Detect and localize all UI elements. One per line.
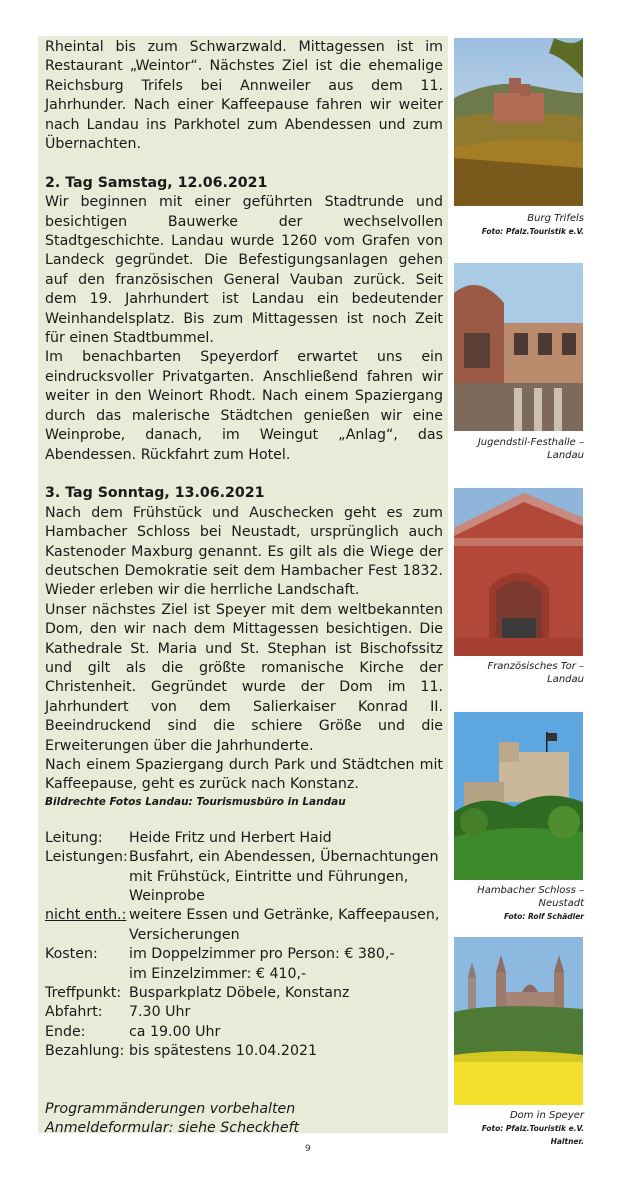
info-key bbox=[45, 965, 129, 984]
caption-text: Französisches Tor – Landau bbox=[487, 661, 584, 685]
photo-franzoesisches-tor bbox=[454, 488, 583, 656]
intro-paragraph: Rheintal bis zum Schwarzwald. Mittagessen ist im Restaurant „Weintor“. Nächstes Ziel ist die ehemalige Reichsburg Trifels bei Annweiler aus dem 11. Jahrhunder. Nach einer Kaffeepause fahren wir weiter nach Landau ins Parkhotel zum Abendessen und zum Übernachten. bbox=[45, 39, 443, 153]
photo-festhalle-landau bbox=[454, 263, 583, 431]
caption-text: Hambacher Schloss – Neustadt bbox=[477, 885, 584, 909]
day2-paragraph-2: Im benachbarten Speyerdorf erwartet uns ein eindrucksvoller Privatgarten. Anschließend fahren wir weiter in den Weinort Rhodt. Nach einem Spaziergang durch das malerische Städtchen genießen wir eine Weinprobe, danach, im Weingut „Anlag“, das Abendessen. Rückfahrt zum Hotel. bbox=[45, 349, 443, 463]
info-table bbox=[45, 829, 443, 1062]
info-key: Kosten: bbox=[45, 946, 98, 963]
info-value: bis spätestens 10.04.2021 bbox=[129, 1043, 318, 1060]
caption-text: Burg Trifels bbox=[527, 213, 584, 224]
caption-source: Foto: Pfalz.Touristik e.V. bbox=[481, 227, 584, 236]
info-key: Leitung: bbox=[45, 829, 103, 846]
day3-paragraph-3: Nach einem Spaziergang durch Park und Städtchen mit Kaffeepause, geht es zurück nach Konstanz. bbox=[45, 757, 443, 793]
info-key: Abfahrt: bbox=[45, 1004, 103, 1021]
caption-text: Dom in Speyer bbox=[509, 1110, 584, 1121]
info-key: Bezahlung: bbox=[45, 1043, 125, 1060]
day3-paragraph-1: Nach dem Frühstück und Auschecken geht es zum Hambacher Schloss bei Neustadt, ursprünglich auch Kastenoder Maxburg genannt. Es gilt als die Wiege der deutschen Demokratie seit dem Hambacher Fest 1832. Wieder erleben wir die herrliche Landschaft. bbox=[45, 504, 443, 599]
caption-burg-trifels bbox=[454, 212, 584, 238]
note-changes: Programmänderungen vorbehalten bbox=[45, 1100, 296, 1117]
info-value: im Einzelzimmer: € 410,- bbox=[129, 965, 307, 982]
caption-source: Foto: Rolf Schädler bbox=[503, 912, 584, 921]
caption-festhalle-landau bbox=[454, 436, 584, 462]
day2-heading: 2. Tag Samstag, 12.06.2021 bbox=[45, 174, 268, 191]
info-value: Busparkplatz Döbele, Konstanz bbox=[129, 985, 350, 1002]
caption-hambacher-schloss bbox=[454, 884, 584, 923]
caption-dom-speyer bbox=[454, 1109, 584, 1148]
note-registration: Anmeldeformular: siehe Scheckheft bbox=[45, 1120, 300, 1137]
caption-text: Jugendstil-Festhalle – Landau bbox=[477, 437, 584, 461]
day3-heading: 3. Tag Sonntag, 13.06.2021 bbox=[45, 485, 265, 502]
caption-franzoesisches-tor bbox=[454, 660, 584, 686]
page-number: 9 bbox=[305, 1144, 311, 1154]
photo-hambacher-schloss bbox=[454, 712, 583, 880]
day2-paragraph-1: Wir beginnen mit einer geführten Stadtrunde und besichtigen Bauwerke der wechselvollen Stadtgeschichte. Landau wurde 1260 vom Grafen von Landeck gegründet. Die Befestigungsanlagen gehen auf den französischen General Vauban zurück. Seit dem 19. Jahrhundert ist Landau ein bedeutender Weinhandelsplatz. Bis zum Mittagessen ist noch Zeit für einen Stadtbummel. bbox=[45, 194, 443, 347]
info-key: Ende: bbox=[45, 1023, 86, 1040]
photo-burg-trifels bbox=[454, 38, 583, 206]
info-value: Busfahrt, ein Abendessen, Übernachtungen mit Frühstück, Eintritte und Führungen, Weinprobe bbox=[129, 849, 439, 905]
photo-dom-speyer bbox=[454, 937, 583, 1105]
info-value: Heide Fritz und Herbert Haid bbox=[129, 829, 332, 846]
main-text-column bbox=[45, 38, 443, 1139]
day3-paragraph-2: Unser nächstes Ziel ist Speyer mit dem weltbekannten Dom, den wir nach dem Mittagessen besichtigen. Die Kathedrale St. Maria und St. Stephan ist Bischofssitz und gilt als die größte romanische Kirche der Christenheit. Gegründet wurde der Dom im 11. Jahrhundert von dem Salierkaiser Konrad II. Beeindruckend sind die schiere Größe und die Erweiterungen über die Jahrhunderte. bbox=[45, 601, 443, 754]
info-key: Treffpunkt: bbox=[45, 985, 122, 1002]
info-key: nicht enth.: bbox=[45, 907, 127, 924]
notes bbox=[45, 1100, 443, 1139]
info-value: 7.30 Uhr bbox=[129, 1004, 191, 1021]
info-value: ca 19.00 Uhr bbox=[129, 1023, 221, 1040]
caption-source: Foto: Pfalz.Touristik e.V. Haltner. bbox=[481, 1124, 584, 1146]
photo-credit: Bildrechte Fotos Landau: Tourismusbüro in Landau bbox=[45, 795, 346, 808]
info-key: Leistungen: bbox=[45, 849, 128, 866]
info-value: im Doppelzimmer pro Person: € 380,- bbox=[129, 946, 395, 963]
info-value: weitere Essen und Getränke, Kaffeepausen, Versicherungen bbox=[129, 907, 440, 943]
